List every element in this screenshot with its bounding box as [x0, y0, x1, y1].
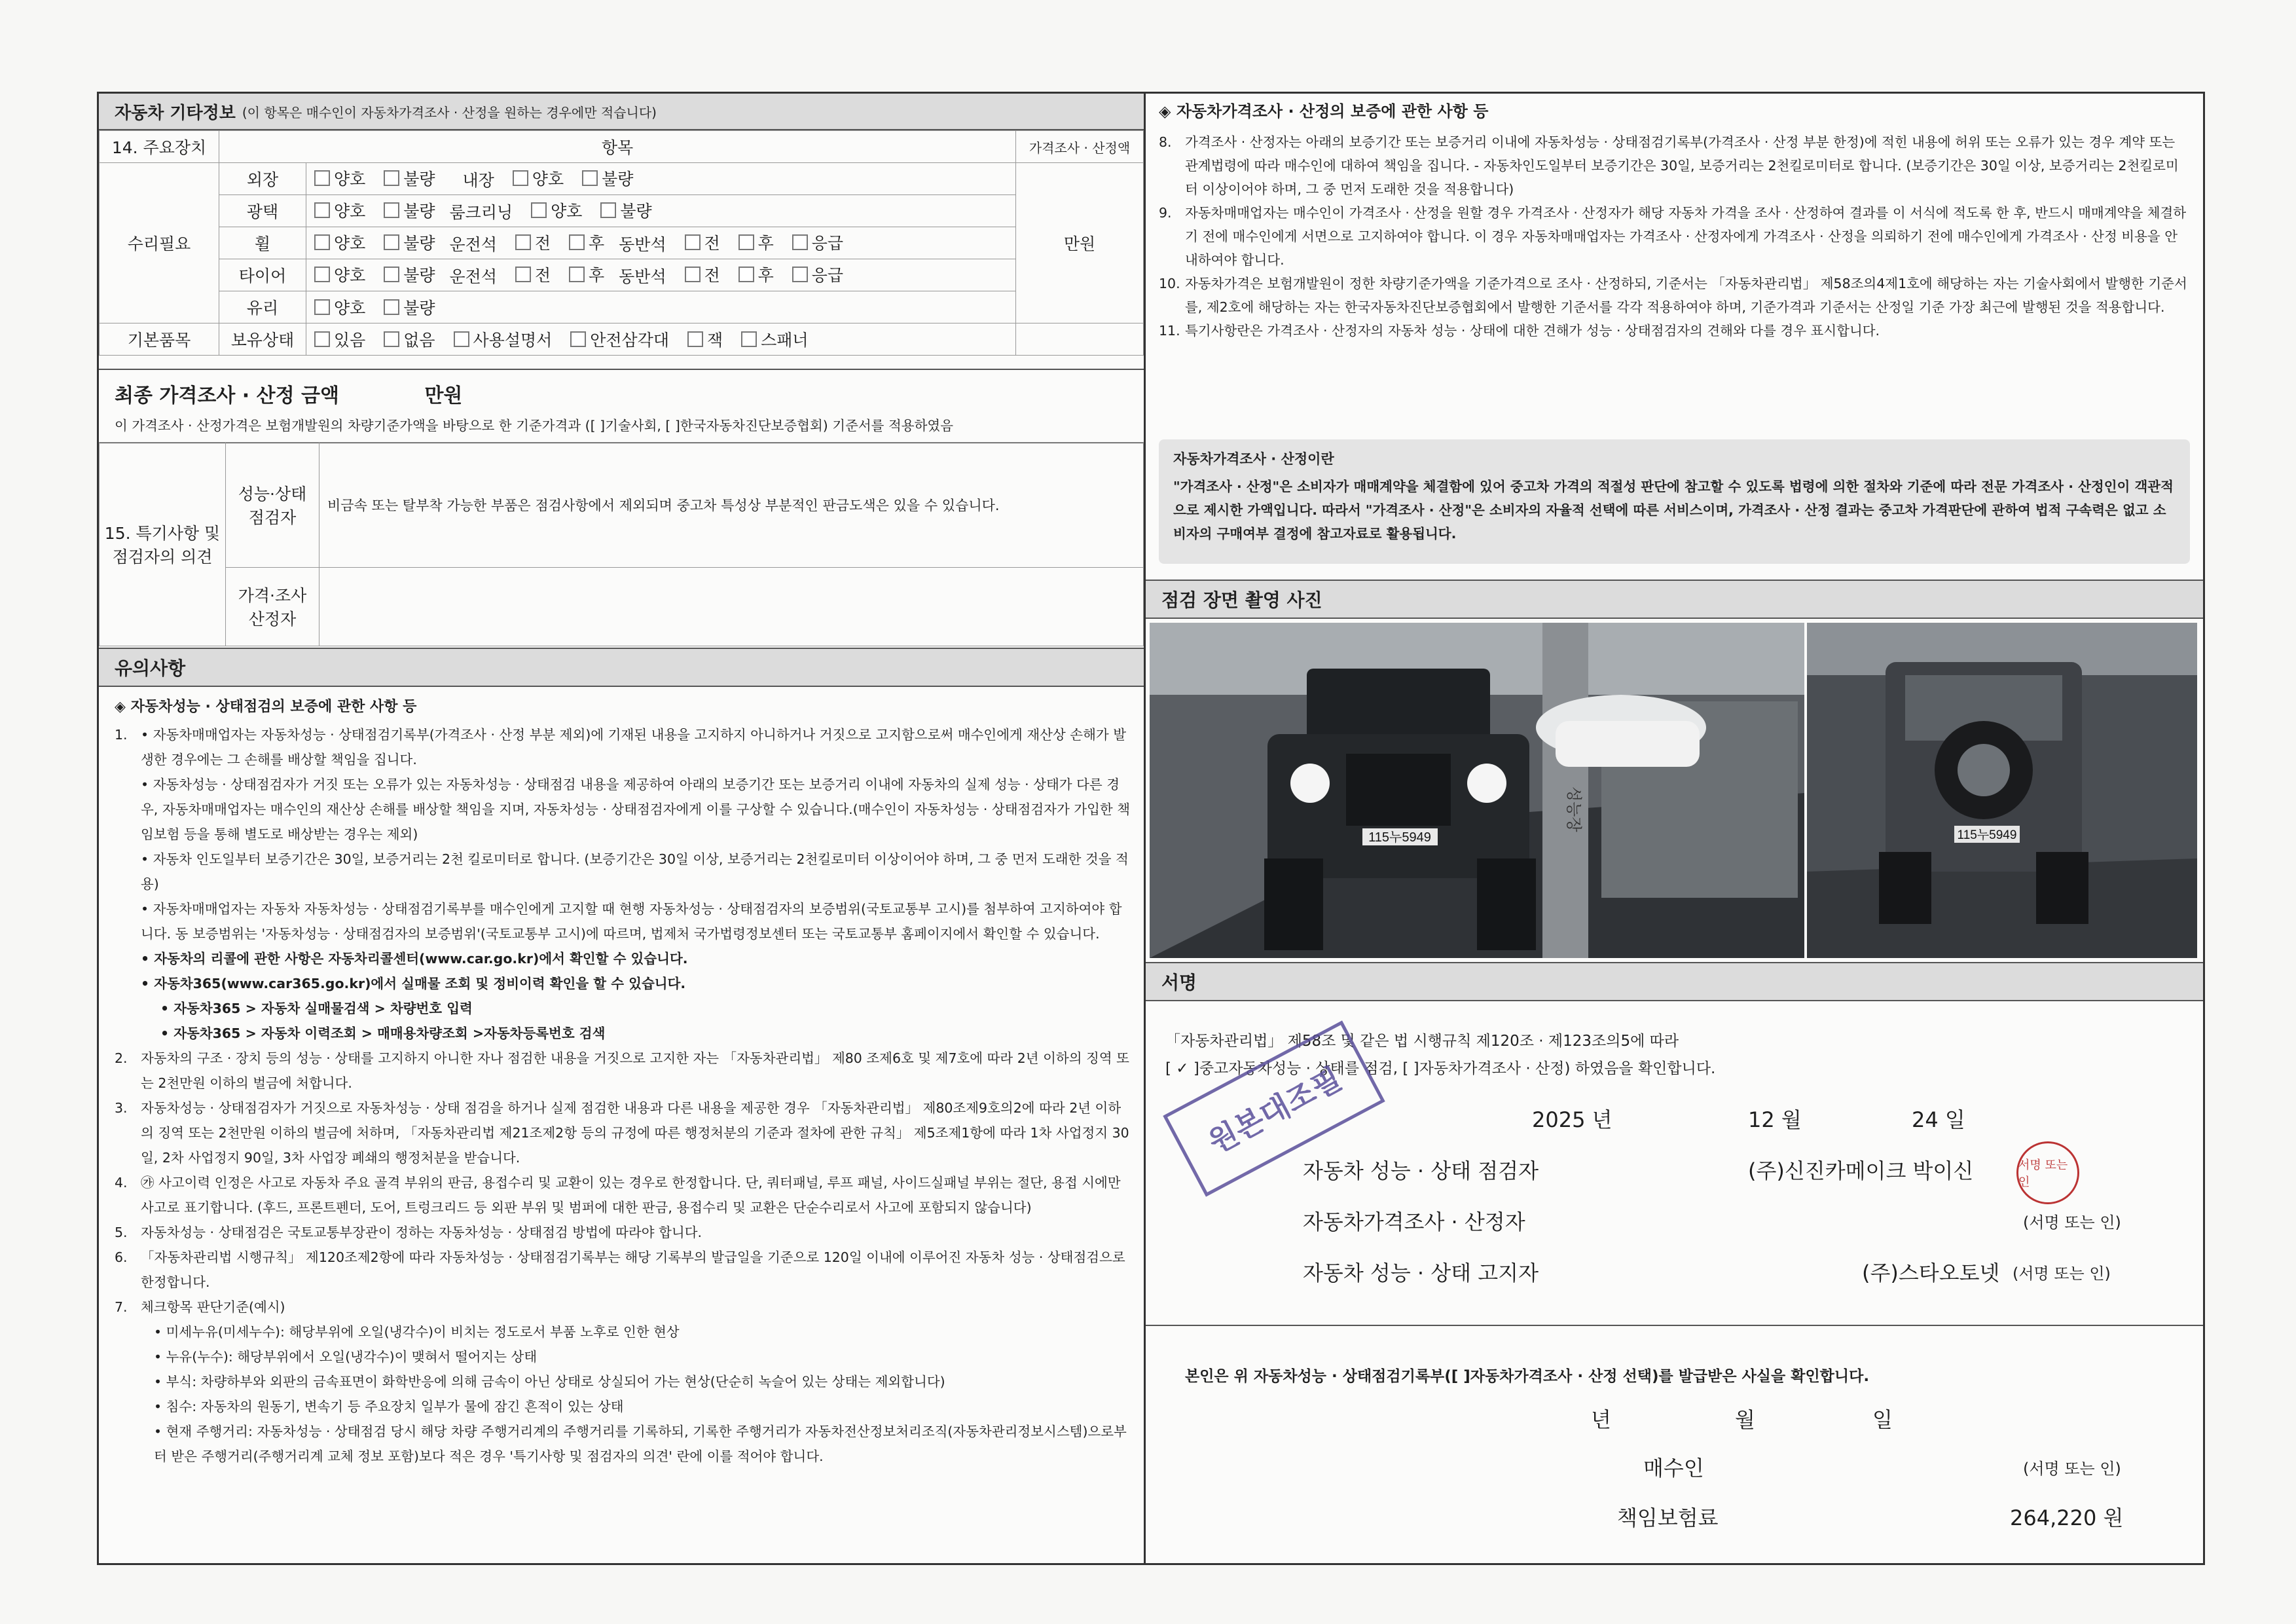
wheel-urgent-checkbox[interactable]: [792, 234, 808, 250]
tire-label: 타이어: [219, 259, 306, 291]
sign-day: 24 일: [1912, 1107, 1965, 1132]
tire-driver-front-checkbox[interactable]: [515, 267, 531, 282]
exterior-good-checkbox[interactable]: [314, 170, 330, 186]
receipt-day: 일: [1872, 1407, 1893, 1432]
special-label: 15. 특기사항 및 점검자의 의견: [100, 443, 226, 646]
gloss-good-checkbox[interactable]: [314, 202, 330, 218]
note-2: 2. 자동차의 구조 · 장치 등의 성능 · 상태를 고지하지 아니한 자나 점검한 내용을 거짓으로 고지한 자는 「자동차관리법」 제80 조제6호 및 제7호에 따라 2년 이하의 징역 또는 2천만원 이하의 벌금에 처합니다.: [115, 1050, 1129, 1091]
rear-plate-text: 115누5949: [1957, 828, 2017, 842]
guarantee-title: ◈ 자동차가격조사 · 산정의 보증에 관한 사항 등: [1159, 102, 1489, 120]
right-column: [1146, 94, 2203, 1563]
price-inspector-opinion: [319, 567, 1144, 646]
note-4: 4. ㉮ 사고이력 인정은 사고로 자동차 주요 골격 부위의 판금, 용접수리 및 교환이 있는 경우로 한정합니다. 단, 쿼터패널, 루프 패널, 사이드실패널 부위는 절단, 용접 시에만 사고로 표기합니다. (후드, 프론트펜더, 도어, 트렁크리드 등 외판 부위 및 범퍼에 대한 판금, 용접수리 및 교환은 단순수리로서 사고에 포함되지 않습니다): [115, 1175, 1121, 1215]
tire-passenger-rear-checkbox[interactable]: [738, 267, 754, 282]
exterior-options: 양호 불량 내장 양호 불량: [306, 163, 1016, 195]
final-price-title: 최종 가격조사 · 산정 금액: [115, 384, 339, 407]
tire-good-checkbox[interactable]: [314, 267, 330, 282]
sign-year: 2025 년: [1532, 1107, 1613, 1132]
inspection-form: [97, 92, 2205, 1565]
wheel-bad-checkbox[interactable]: [384, 234, 399, 250]
interior-bad-checkbox[interactable]: [582, 170, 598, 186]
room-good-checkbox[interactable]: [531, 202, 547, 218]
pricer-sign: (서명 또는 인): [2023, 1213, 2121, 1232]
note-6: 6. 「자동차관리법 시행규칙」 제120조제2항에 따라 자동차성능 · 상태점검기록부는 해당 기록부의 발급일을 기준으로 120일 이내에 이루어진 자동차 성능 · 상태점검으로 한정합니다.: [115, 1249, 1125, 1290]
glass-good-checkbox[interactable]: [314, 299, 330, 315]
inspector-name: (주)신진카메이크 박이신: [1748, 1158, 1974, 1183]
gloss-bad-checkbox[interactable]: [384, 202, 399, 218]
left-column: [99, 94, 1146, 1563]
exterior-bad-checkbox[interactable]: [384, 170, 399, 186]
note-3: 3. 자동차성능 · 상태점검자가 거짓으로 자동차성능 · 상태 점검을 하거나 실제 점검한 내용과 다른 내용을 제공한 경우 「자동차관리법」 제80조제9호의2에 따라 2년 이하의 징역 또는 2천만원 이하의 벌금에 처하며, 「자동차관리법 제21조제2항 등의 규정에 따른 행정처분의 기준과 절차에 관한 규칙」 제5조제1항에 따라 1차 사업정지 30일, 2차 사업정지 90일, 3차 사업장 폐쇄의 행정처분을 받습니다.: [115, 1100, 1129, 1166]
final-price-section: [99, 369, 1144, 443]
room-bad-checkbox[interactable]: [600, 202, 616, 218]
notifier-sign: (서명 또는 인): [2013, 1264, 2111, 1283]
have-checkbox[interactable]: [314, 331, 330, 347]
signature-law-line1: 「자동차관리법」 제58조 및 같은 법 시행규칙 제120조 · 제123조의5에 따라: [1165, 1033, 1679, 1050]
final-price-desc: 이 가격조사 · 산정가격은 보험개발원의 차량기준가액을 바탕으로 한 기준가격과 ([ ]기술사회, [ ]한국자동차진단보증협회) 기준서를 적용하였음: [115, 418, 954, 434]
wheel-passenger-front-checkbox[interactable]: [685, 234, 701, 250]
price-inspector-label: 가격·조사 산정자: [226, 567, 319, 646]
tire-urgent-checkbox[interactable]: [792, 267, 808, 282]
interior-label: 내장: [462, 171, 494, 190]
front-photo: [1150, 623, 1804, 958]
repair-label: 수리필요: [100, 163, 219, 323]
guarantee-list: 8. 가격조사 · 산정자는 아래의 보증기간 또는 보증거리 이내에 자동차성능 · 상태점검기록부(가격조사 · 산정 부분 한정)에 적힌 내용에 허위 또는 오류가 있는 경우 계약 또는 관계법령에 따라 매수인에 대하여 책임을 집니다. - 자동차인도일부터 보증기간은 30일, 보증거리는 2천킬로미터로 합니다. (보증기간은 30일 이상, 보증거리는 2천킬로미터 이상이어야 하며, 그 중 먼저 도래한 것을 적용합니다) 9. 자동차매매업자는 매수인이 가격조사 · 산정을 원할 경우 가격조사 · 산정자가 해당 자동차 가격을 조사 · 산정하여 결과를 이 서식에 적도록 한 후, 반드시 매매계약을 체결하기 전에 매수인에게 서면으로 고지하여야 합니다. 이 경우 자동차매매업자는 가격조사 · 산정자에게 가격조사 · 산정을 의뢰하기 전에 매수인에게 가격조사 · 산정 비용을 안내하여야 합니다. 10. 자동차가격은 보험개발원이 정한 차량기준가액을 기준가격으로 조사 · 산정하되, 기준서는 「자동차관리법」 제58조의4제1호에 해당하는 자는 기술사회에서 발행한 기준서를, 제2호에 해당하는 자는 한국자동차진단보증협회에서 발행한 기준서를 각각 적용하여야 하며, 기준가격과 기준서는 산정일 기준 가장 최근에 발행된 것을 적용합니다. 11. 특기사항란은 가격조사 · 산정자의 자동차 성능 · 상태에 대한 견해가 성능 · 상태점검자의 견해와 다를 경우 표시합니다.: [1159, 130, 2190, 342]
spanner-checkbox[interactable]: [741, 331, 757, 347]
price-unit: 만원: [1016, 163, 1144, 323]
tire-driver-rear-checkbox[interactable]: [569, 267, 585, 282]
wheel-driver-rear-checkbox[interactable]: [569, 234, 585, 250]
photos-title: 점검 장면 촬영 사진: [1161, 589, 1322, 611]
jack-checkbox[interactable]: [687, 331, 703, 347]
note-1: 1. • 자동차매매업자는 자동차성능 · 상태점검기록부(가격조사 · 산정 부분 제외)에 기재된 내용을 고지하지 아니하거나 거짓으로 고지함으로써 매수인에게 재산상 손해가 발생한 경우에는 그 손해를 배상할 책임을 집니다. • 자동차성능 · 상태점검자가 거짓 또는 오류가 있는 자동차성능 · 상태점검 내용을 제공하여 아래의 보증기간 또는 보증거리 이내에 자동차의 실제 성능 · 상태가 다른 경우, 자동차매매업자는 매수인의 재산상 손해를 배상할 책임을 지며, 자동차성능 · 상태점검자에게 이를 구상할 수 있습니다.(매수인이 자동차성능 · 상태점검자가 가입한 책임보험 등을 통해 별도로 배상받는 경우는 제외) • 자동차 인도일부터 보증기간은 30일, 보증거리는 2천 킬로미터로 합니다. (보증기간은 30일 이상, 보증거리는 2천킬로미터 이상이어야 하며, 그 중 먼저 도래한 것을 적용) • 자동차매매업자는 자동차 자동차성능 · 상태점검기록부를 매수인에게 고지할 때 현행 자동차성능 · 상태점검자의 보증범위(국토교통부 고시)를 첨부하여 고지하여야 합니다. 동 보증범위는 '자동차성능 · 상태점검자의 보증범위'(국토교통부 고시)에 따르며, 법제처 국가법령정보센터 또는 국토교통부 홈페이지에서 확인할 수 있습니다. • 자동차의 리콜에 관한 사항은 자동차리콜센터(www.car.go.kr)에서 확인할 수 있습니다. • 자동차365(www.car365.go.kr)에서 실매물 조회 및 정비이력 확인을 할 수 있습니다. • 자동차365 > 자동차 실매물검색 > 차량번호 입력 • 자동차365 > 자동차 이력조회 > 매매용차량조회 >자동차등록번호 검색: [115, 727, 1130, 1041]
pricing-info-text: "가격조사 · 산정"은 소비자가 매매계약을 체결함에 있어 중고차 가격의 적절성 판단에 참고할 수 있도록 법령에 의한 절차와 기준에 따라 전문 가격조사 · 산정인이 객관적으로 제시한 가액입니다. 따라서 "가격조사 · 산정"은 소비자의 자율적 선택에 따른 서비스이며, 가격조사 · 산정 결과는 중고차 가격판단에 관하여 법적 구속력은 없고 소비자의 구매여부 결정에 참고자료로 활용됩니다.: [1173, 479, 2174, 542]
tire-passenger-front-checkbox[interactable]: [685, 267, 701, 282]
none-checkbox[interactable]: [384, 331, 399, 347]
other-info-title: 자동차 기타정보: [115, 103, 236, 123]
notes-subtitle: ◈ 자동차성능 · 상태점검의 보증에 관한 사항 등: [115, 699, 417, 715]
signature-header: [1146, 962, 2203, 1001]
perf-inspector-opinion: 비금속 또는 탈부착 가능한 부품은 점검사항에서 제외되며 중고차 특성상 부분적인 판금도색은 있을 수 있습니다.: [319, 443, 1144, 568]
final-price-unit: 만원: [424, 384, 463, 407]
receipt-text: 본인은 위 자동차성능 · 상태점검기록부([ ]자동차가격조사 · 산정 선택)를 발급받은 사실을 확인합니다.: [1185, 1368, 1870, 1385]
interior-good-checkbox[interactable]: [513, 170, 528, 186]
rear-photo: [1807, 623, 2197, 958]
exterior-label: 외장: [219, 163, 306, 195]
original-copy-stamp: 원본대조필: [1163, 1020, 1385, 1196]
signature-title: 서명: [1161, 972, 1197, 993]
pricing-info-box: [1159, 439, 2190, 564]
pricing-info-title: 자동차가격조사 · 산정이란: [1173, 451, 1334, 467]
front-plate-text: 115누5949: [1368, 830, 1431, 845]
wheel-good-checkbox[interactable]: [314, 234, 330, 250]
triangle-checkbox[interactable]: [570, 331, 586, 347]
inspector-label: 자동차 성능 · 상태 점검자: [1303, 1158, 1539, 1183]
guarantee-item-9: 자동차매매업자는 매수인이 가격조사 · 산정을 원할 경우 가격조사 · 산정자가 해당 자동차 가격을 조사 · 산정하여 결과를 이 서식에 적도록 한 후, 반드시 매매계약을 체결하기 전에 매수인에게 서면으로 고지하여야 합니다. 이 경우 자동차매매업자는 가격조사 · 산정자에게 가격조사 · 산정을 의뢰하기 전에 매수인에게 가격조사 · 산정 비용을 안내하여야 합니다.: [1185, 205, 2187, 268]
notifier-label: 자동차 성능 · 상태 고지자: [1303, 1261, 1539, 1285]
wall-text: 성능장: [1565, 786, 1582, 832]
wheel-label: 휠: [219, 227, 306, 259]
inspector-seal: 서명 또는 인: [2016, 1141, 2079, 1204]
photos-header: [1146, 580, 2203, 619]
other-info-note: (이 항목은 매수인이 자동차가격조사 · 산정을 원하는 경우에만 적습니다): [242, 104, 657, 120]
insurance-value: 264,220 원: [2010, 1505, 2124, 1530]
insurance-label: 책임보험료: [1617, 1505, 1719, 1530]
possession-label: 보유상태: [219, 323, 306, 356]
notifier-name: (주)스타오토넷: [1862, 1261, 2000, 1285]
item14-label: 14. 주요장치: [100, 131, 219, 163]
notes-list: [115, 722, 1131, 1469]
glass-bad-checkbox[interactable]: [384, 299, 399, 315]
manual-checkbox[interactable]: [454, 331, 469, 347]
sign-month: 12 월: [1748, 1107, 1802, 1132]
pricer-label: 자동차가격조사 · 산정자: [1303, 1209, 1525, 1234]
notes-title: 유의사항: [115, 657, 186, 679]
col-price-header: 가격조사 · 산정액: [1016, 131, 1144, 163]
receipt-month: 월: [1735, 1407, 1755, 1432]
basic-items-label: 기본품목: [100, 323, 219, 356]
buyer-sign: (서명 또는 인): [2023, 1460, 2121, 1478]
buyer-label: 매수인: [1643, 1456, 1704, 1481]
signature-law-line2: [ ✓ ]중고자동차성능 · 상태를 점검, [ ]자동차가격조사 · 산정) 하였음을 확인합니다.: [1165, 1060, 1716, 1077]
glass-label: 유리: [219, 291, 306, 323]
wheel-passenger-rear-checkbox[interactable]: [738, 234, 754, 250]
wheel-driver-front-checkbox[interactable]: [515, 234, 531, 250]
main-devices-table: 14. 주요장치 항목 가격조사 · 산정액 수리필요 외장 양호 불량 내장 양호 불량 만원 광택 양호 불량 룸크리닝 양호 불량 휠 양호 불량 운전석 전 후 동반석 전 후 응급 타이어 양호 불량 운전석 전 후 동반석 전 후 응급 유리 양호 불량 기본품목 보유상태 있음 없음 사용설명서 안전삼각대 잭 스패너: [99, 130, 1144, 356]
guarantee-item-10: 자동차가격은 보험개발원이 정한 차량기준가액을 기준가격으로 조사 · 산정하되, 기준서는 「자동차관리법」 제58조의4제1호에 해당하는 자는 기술사회에서 발행한 기준서를, 제2호에 해당하는 자는 한국자동차진단보증협회에서 발행한 기준서를 각각 적용하여야 하며, 기준가격과 기준서는 산정일 기준 가장 최근에 발행된 것을 적용합니다.: [1185, 276, 2187, 315]
perf-inspector-label: 성능·상태 점검자: [226, 443, 319, 568]
tire-bad-checkbox[interactable]: [384, 267, 399, 282]
guarantee-item-11: 특기사항란은 가격조사 · 산정자의 자동차 성능 · 상태에 대한 견해가 성능 · 상태점검자의 견해와 다를 경우 표시합니다.: [1185, 323, 1880, 339]
front-photo-svg: [1150, 623, 1804, 958]
gloss-label: 광택: [219, 195, 306, 227]
guarantee-item-8: 가격조사 · 산정자는 아래의 보증기간 또는 보증거리 이내에 자동차성능 · 상태점검기록부(가격조사 · 산정 부분 한정)에 적힌 내용에 허위 또는 오류가 있는 경우 계약 또는 관계법령에 따라 매수인에 대하여 책임을 집니다. - 자동차인도일부터 보증기간은 30일, 보증거리는 2천킬로미터로 합니다. (보증기간은 30일 이상, 보증거리는 2천킬로미터 이상이어야 하며, 그 중 먼저 도래한 것을 적용합니다): [1185, 134, 2179, 197]
note-5: 5. 자동차성능 · 상태점검은 국토교통부장관이 정하는 자동차성능 · 상태점검 방법에 따라야 합니다.: [115, 1225, 702, 1240]
note-7: 7. 체크항목 판단기준(예시) • 미세누유(미세누수): 해당부위에 오일(냉각수)이 비치는 정도로서 부품 노후로 인한 현상 • 누유(누수): 해당부위에서 오일(냉각수)이 맺혀서 떨어지는 상태 • 부식: 차량하부와 외판의 금속표면이 화학반응에 의해 금속이 아닌 상태로 상실되어 가는 현상(단순히 녹슬어 있는 상태는 제외합니다) • 침수: 자동차의 원동기, 변속기 등 주요장치 일부가 물에 잠긴 흔적이 있는 상태 • 현재 주행거리: 자동차성능 · 상태점검 당시 해당 차량 주행거리계의 주행거리를 기록하되, 기록한 주행거리가 자동차전산정보처리조직(자동차관리정보시스템)으로부터 받은 주행거리(주행거리계 교체 정보 포함)보다 적은 경우 '특기사항 및 점검자의 의견' 란에 이를 적어야 합니다.: [115, 1299, 1127, 1464]
other-info-header: [99, 94, 1144, 130]
notes-header: [99, 648, 1144, 687]
rear-photo-svg: [1807, 623, 2197, 958]
col-item-header: 항목: [219, 131, 1016, 163]
room-cleaning-label: 룸크리닝: [449, 203, 513, 222]
receipt-year: 년: [1591, 1407, 1611, 1432]
special-notes-table: [99, 442, 1144, 646]
